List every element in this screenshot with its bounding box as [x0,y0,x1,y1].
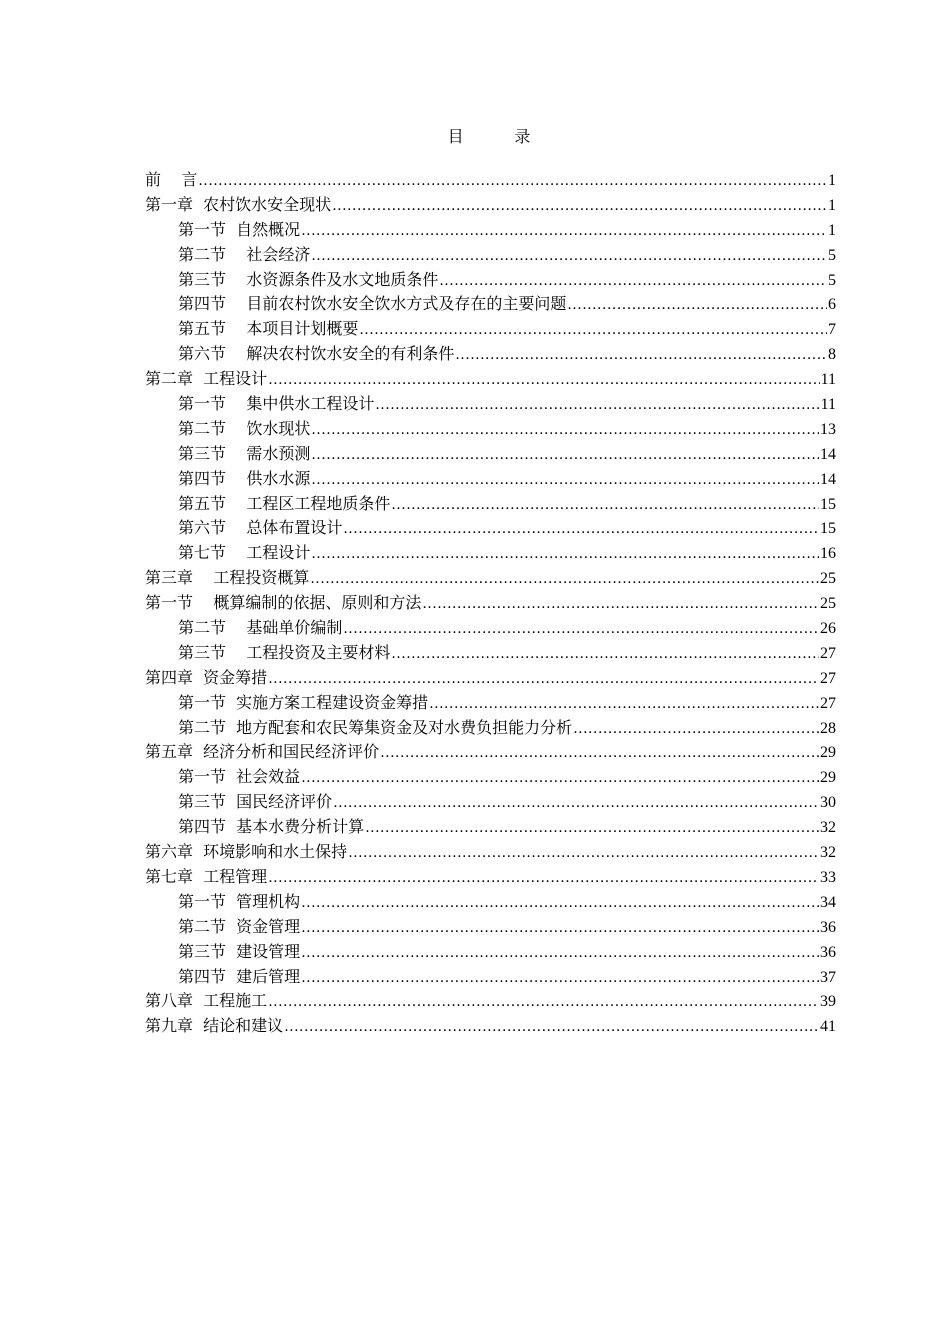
toc-entry-page-number: 39 [820,993,836,1011]
toc-entry[interactable] [145,716,836,741]
dot-leader [301,766,819,791]
toc-entry-label: 第一节 实施方案工程建设资金筹措 [178,692,429,712]
toc-entry-page-number: 32 [820,844,836,862]
dot-leader [311,468,819,493]
toc-entry-label: 第五节 工程区工程地质条件 [178,493,391,513]
toc-entry-page-number: 15 [820,520,836,538]
toc-entry-label: 第二节 饮水现状 [178,418,311,438]
toc-entry-page-number: 11 [820,396,836,414]
dot-leader [268,990,819,1015]
toc-entry-page-number: 33 [820,868,836,886]
dot-leader [422,592,819,617]
dot-leader [301,966,819,991]
toc-entry-page-number: 32 [820,819,836,837]
toc-entry-label: 第七章 工程管理 [145,866,268,886]
toc-entry-page-number: 1 [828,172,836,189]
toc-entry-label: 前 言 [145,170,198,189]
toc-entry-page-number: 13 [820,420,836,438]
toc-entry[interactable] [145,1014,836,1039]
toc-entry[interactable] [145,342,836,367]
dot-leader [439,269,827,294]
toc-entry[interactable] [145,765,836,790]
toc-entry[interactable] [145,566,836,591]
toc-entry-page-number: 1 [828,221,836,239]
toc-entry-label: 第四章 资金筹措 [145,667,268,687]
toc-entry[interactable] [145,193,836,218]
dot-leader [268,866,819,891]
toc-entry-page-number: 7 [828,321,836,339]
toc-entry-page-number: 29 [820,769,836,787]
toc-entry-label: 第二节 社会经济 [178,244,311,264]
toc-entry-page-number: 11 [820,371,836,389]
dot-leader [301,916,819,941]
toc-entry-label: 第八章 工程施工 [145,991,268,1011]
dot-leader [311,418,819,443]
dot-leader [343,517,819,542]
toc-entry-label: 第三章 工程投资概算 [145,568,310,588]
dot-leader [365,816,819,841]
toc-entry[interactable] [145,292,836,317]
toc-entry[interactable] [145,616,836,641]
toc-entry-label: 第二节 地方配套和农民筹集资金及对水费负担能力分析 [178,717,573,737]
dot-leader [391,642,819,667]
dot-leader [455,343,827,368]
toc-entry-label: 第一章 农村饮水安全现状 [145,194,332,214]
table-of-contents [145,168,836,1039]
dot-leader [391,493,819,518]
toc-entry-label: 第三节 工程投资及主要材料 [178,642,391,662]
toc-entry-page-number: 27 [820,694,836,712]
dot-leader [380,741,819,766]
toc-entry-page-number: 25 [820,595,836,613]
dot-leader [301,941,819,966]
dot-leader [429,692,819,717]
toc-entry-label: 第三节 国民经济评价 [178,792,333,812]
toc-entry-label: 第一节 概算编制的依据、原则和方法 [145,593,422,613]
toc-entry[interactable] [145,243,836,268]
toc-entry-page-number: 8 [828,346,836,364]
toc-entry[interactable] [145,367,836,392]
toc-entry-page-number: 6 [828,296,836,314]
toc-entry-page-number: 14 [820,470,836,488]
toc-entry-label: 第一节 管理机构 [178,891,301,911]
toc-entry-label: 第五章 经济分析和国民经济评价 [145,742,380,762]
dot-leader [311,244,827,269]
dot-leader [268,368,819,393]
toc-entry[interactable] [145,268,836,293]
toc-entry-label: 第六节 总体布置设计 [178,518,343,538]
toc-entry[interactable] [145,467,836,492]
dot-leader [268,667,819,692]
dot-leader [333,791,819,816]
dot-leader [311,443,819,468]
toc-entry[interactable] [145,392,836,417]
toc-entry[interactable] [145,890,836,915]
toc-entry-page-number: 36 [820,943,836,961]
toc-entry[interactable] [145,790,836,815]
toc-entry-page-number: 27 [820,644,836,662]
dot-leader [311,542,819,567]
toc-entry[interactable] [145,591,836,616]
toc-entry[interactable] [145,865,836,890]
toc-entry-label: 第六节 解决农村饮水安全的有利条件 [178,344,455,364]
toc-entry-label: 第四节 基本水费分析计算 [178,817,365,837]
toc-entry[interactable] [145,317,836,342]
toc-entry[interactable] [145,691,836,716]
toc-entry-label: 第七节 工程设计 [178,543,311,563]
toc-entry-label: 第四节 目前农村饮水安全饮水方式及存在的主要问题 [178,294,567,314]
dot-leader [348,841,819,866]
toc-entry[interactable] [145,965,836,990]
toc-entry[interactable] [145,516,836,541]
dot-leader [284,1015,819,1040]
toc-entry[interactable] [145,442,836,467]
toc-entry[interactable] [145,641,836,666]
toc-entry-label: 第一节 自然概况 [178,219,301,239]
toc-entry-page-number: 27 [820,669,836,687]
dot-leader [573,717,819,742]
toc-entry[interactable] [145,492,836,517]
dot-leader [301,219,827,244]
toc-entry-page-number: 29 [820,744,836,762]
toc-entry-label: 第一节 集中供水工程设计 [178,394,375,414]
toc-entry-label: 第二节 资金管理 [178,916,301,936]
toc-entry-label: 第六章 环境影响和水土保持 [145,842,348,862]
toc-entry[interactable] [145,989,836,1014]
toc-entry-label: 第四节 建后管理 [178,966,301,986]
toc-entry-label: 第一节 社会效益 [178,767,301,787]
toc-entry-page-number: 15 [820,495,836,513]
toc-entry-label: 第九章 结论和建议 [145,1016,284,1036]
toc-entry-label: 第三节 需水预测 [178,443,311,463]
dot-leader [310,567,819,592]
toc-entry[interactable] [145,541,836,566]
toc-entry[interactable] [145,168,836,193]
dot-leader [301,891,819,916]
toc-entry[interactable] [145,915,836,940]
dot-leader [375,393,819,418]
dot-leader [359,318,827,343]
toc-entry[interactable] [145,815,836,840]
toc-entry-label: 第三节 水资源条件及水文地质条件 [178,269,439,289]
toc-entry-page-number: 16 [820,545,836,563]
toc-entry-page-number: 36 [820,918,836,936]
toc-entry-page-number: 37 [820,968,836,986]
toc-entry-page-number: 26 [820,620,836,638]
toc-entry-label: 第四节 供水水源 [178,468,311,488]
toc-entry-page-number: 30 [820,794,836,812]
toc-entry-page-number: 5 [828,246,836,264]
toc-entry-label: 第五节 本项目计划概要 [178,319,359,339]
toc-entry[interactable] [145,840,836,865]
toc-entry-label: 第三节 建设管理 [178,941,301,961]
toc-entry-page-number: 1 [828,196,836,214]
toc-entry-page-number: 25 [820,570,836,588]
dot-leader [567,293,827,318]
toc-entry[interactable] [145,218,836,243]
dot-leader [332,194,827,219]
toc-entry-page-number: 14 [820,445,836,463]
toc-title: 目 录 [447,127,531,146]
toc-entry-label: 第二节 基础单价编制 [178,618,343,638]
toc-entry-page-number: 28 [820,719,836,737]
toc-entry[interactable] [145,666,836,691]
toc-entry[interactable] [145,740,836,765]
dot-leader [198,169,827,194]
dot-leader [343,617,819,642]
toc-entry-page-number: 5 [828,271,836,289]
toc-entry-label: 第二章 工程设计 [145,369,268,389]
toc-entry[interactable] [145,940,836,965]
toc-entry-page-number: 34 [820,893,836,911]
toc-entry[interactable] [145,417,836,442]
toc-entry-page-number: 41 [820,1018,836,1036]
